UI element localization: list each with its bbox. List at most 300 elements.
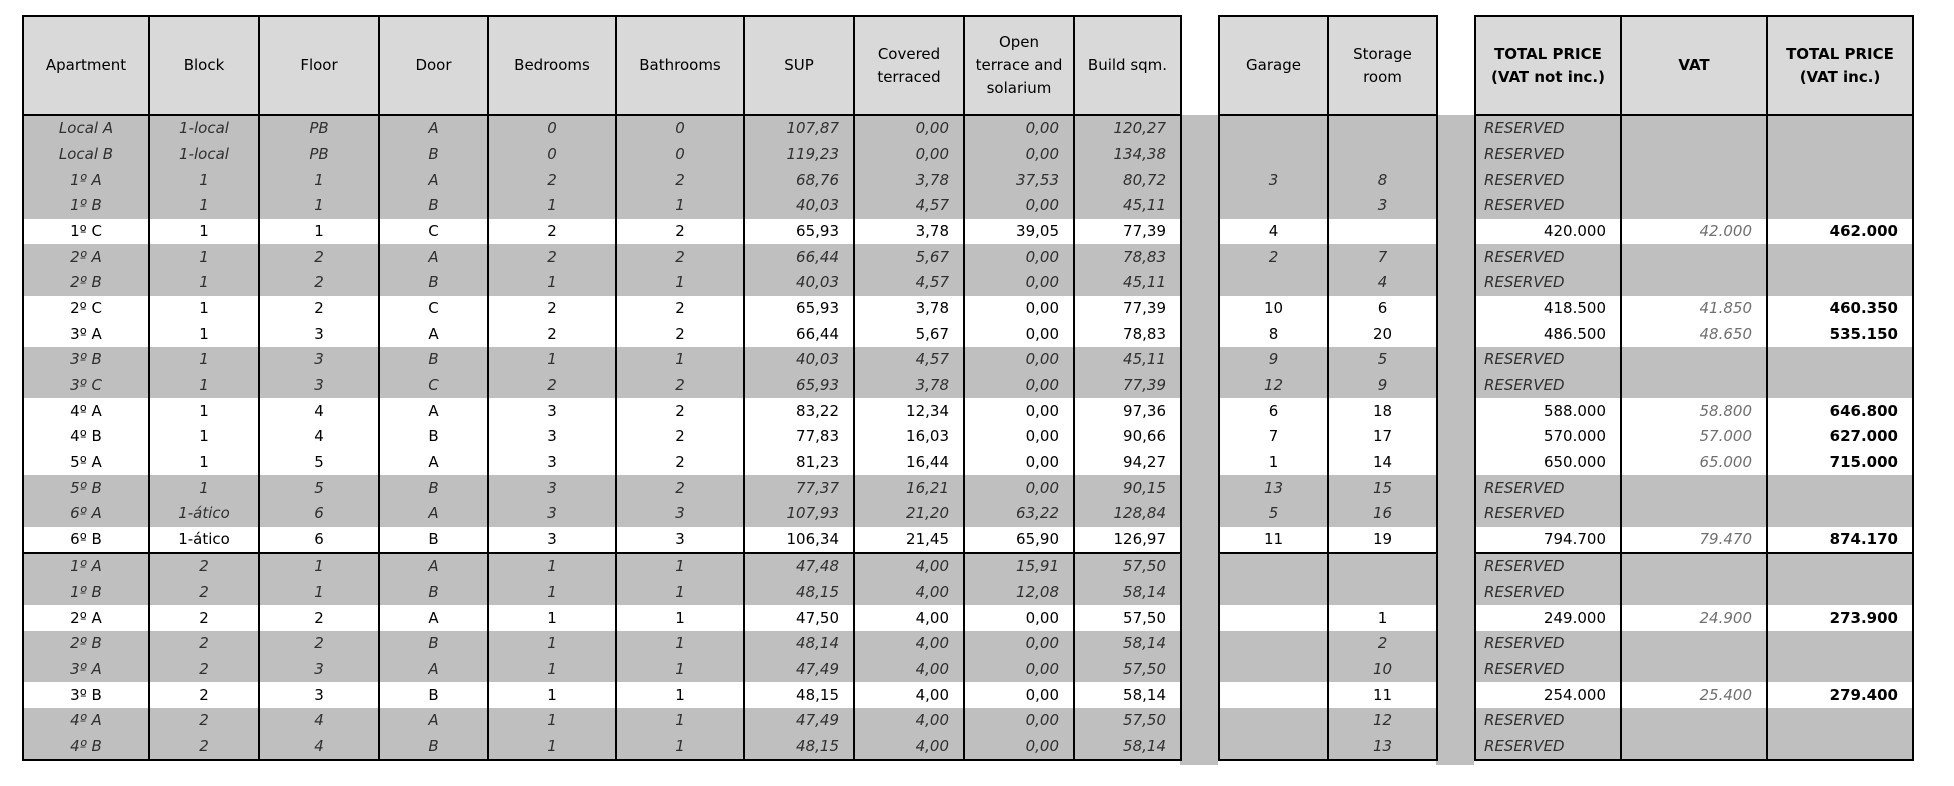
main-cell: Local A <box>23 115 149 142</box>
header-bedrooms: Bedrooms <box>488 16 616 115</box>
table-row <box>1219 373 1437 399</box>
main-cell: 0,00 <box>964 321 1074 347</box>
table-row <box>1475 244 1913 270</box>
main-cell: 1 <box>488 631 616 657</box>
table-row <box>1219 553 1437 580</box>
main-cell: 78,83 <box>1074 244 1181 270</box>
main-cell: 77,83 <box>744 424 854 450</box>
main-cell: 2 <box>259 244 379 270</box>
main-cell: 0,00 <box>964 244 1074 270</box>
prices-cell: RESERVED <box>1475 347 1621 373</box>
main-cell: 2 <box>149 734 259 761</box>
main-cell: 4,00 <box>854 631 964 657</box>
main-cell: 48,15 <box>744 734 854 761</box>
prices-cell <box>1621 347 1767 373</box>
prices-cell <box>1621 475 1767 501</box>
main-cell: 1 <box>259 219 379 245</box>
prices-cell: 462.000 <box>1767 219 1913 245</box>
table-row <box>23 193 1181 219</box>
extras-cell: 12 <box>1328 708 1437 734</box>
main-cell: 4 <box>259 398 379 424</box>
extras-cell: 8 <box>1328 167 1437 193</box>
main-cell: 48,15 <box>744 580 854 606</box>
prices-cell: 420.000 <box>1475 219 1621 245</box>
main-cell: B <box>379 347 488 373</box>
extras-cell: 5 <box>1328 347 1437 373</box>
table-row <box>1219 605 1437 631</box>
main-cell: 107,93 <box>744 501 854 527</box>
main-cell: 2 <box>616 424 744 450</box>
table-row <box>1475 501 1913 527</box>
main-cell: 3,78 <box>854 373 964 399</box>
main-cell: 4 <box>259 734 379 761</box>
main-cell: 3 <box>259 347 379 373</box>
table-row <box>1475 708 1913 734</box>
main-cell: 1 <box>149 475 259 501</box>
prices-cell: RESERVED <box>1475 631 1621 657</box>
main-cell: 1 <box>149 321 259 347</box>
table-row <box>23 219 1181 245</box>
main-cell: 1 <box>488 193 616 219</box>
main-cell: 1 <box>616 682 744 708</box>
prices-cell <box>1767 167 1913 193</box>
main-cell: 1 <box>149 398 259 424</box>
main-cell: 3 <box>488 501 616 527</box>
main-cell: 3,78 <box>854 219 964 245</box>
extras-cell: 18 <box>1328 398 1437 424</box>
main-cell: 1 <box>149 450 259 476</box>
header-total-price-vat-inc: TOTAL PRICE (VAT inc.) <box>1767 16 1913 115</box>
prices-cell <box>1767 501 1913 527</box>
main-cell: A <box>379 244 488 270</box>
table-row <box>1475 734 1913 761</box>
main-cell: 4 <box>259 708 379 734</box>
main-cell: 2º A <box>23 605 149 631</box>
extras-cell: 7 <box>1328 244 1437 270</box>
main-cell: A <box>379 501 488 527</box>
extras-cell: 14 <box>1328 450 1437 476</box>
header-vat: VAT <box>1621 16 1767 115</box>
extras-cell <box>1328 219 1437 245</box>
main-cell: 2 <box>488 373 616 399</box>
main-cell: 3,78 <box>854 296 964 322</box>
table-row <box>23 708 1181 734</box>
main-cell: 119,23 <box>744 142 854 168</box>
extras-cell: 20 <box>1328 321 1437 347</box>
main-cell: 16,21 <box>854 475 964 501</box>
main-cell: Local B <box>23 142 149 168</box>
table-row <box>23 373 1181 399</box>
prices-cell: RESERVED <box>1475 580 1621 606</box>
table-row <box>23 605 1181 631</box>
main-cell: A <box>379 708 488 734</box>
main-cell: 4º A <box>23 708 149 734</box>
extras-cell <box>1219 580 1328 606</box>
extras-cell: 1 <box>1328 605 1437 631</box>
table-row <box>1219 657 1437 683</box>
prices-cell: 65.000 <box>1621 450 1767 476</box>
main-cell: 1º A <box>23 167 149 193</box>
main-cell: B <box>379 142 488 168</box>
main-cell: 106,34 <box>744 527 854 554</box>
main-cell: 3º B <box>23 347 149 373</box>
main-cell: 1 <box>259 553 379 580</box>
main-cell: 2 <box>259 605 379 631</box>
main-cell: 3º B <box>23 682 149 708</box>
main-cell: A <box>379 553 488 580</box>
main-cell: 78,83 <box>1074 321 1181 347</box>
main-cell: 2 <box>616 219 744 245</box>
extras-cell: 6 <box>1219 398 1328 424</box>
main-cell: B <box>379 424 488 450</box>
main-cell: 0 <box>488 115 616 142</box>
extras-cell <box>1219 553 1328 580</box>
main-cell: 1º A <box>23 553 149 580</box>
prices-cell: RESERVED <box>1475 708 1621 734</box>
main-cell: 4,00 <box>854 657 964 683</box>
table-row <box>23 424 1181 450</box>
prices-cell <box>1621 657 1767 683</box>
extras-cell: 4 <box>1328 270 1437 296</box>
extras-cell <box>1219 142 1328 168</box>
prices-cell: 874.170 <box>1767 527 1913 554</box>
prices-cell <box>1767 347 1913 373</box>
main-cell: 0,00 <box>964 657 1074 683</box>
table-row <box>1475 682 1913 708</box>
main-cell: 3º A <box>23 321 149 347</box>
main-cell: 40,03 <box>744 270 854 296</box>
extras-cell <box>1219 193 1328 219</box>
prices-cell: 418.500 <box>1475 296 1621 322</box>
table-row <box>23 167 1181 193</box>
main-cell: 1 <box>616 270 744 296</box>
main-cell: 47,48 <box>744 553 854 580</box>
prices-cell: 249.000 <box>1475 605 1621 631</box>
extras-cell: 6 <box>1328 296 1437 322</box>
main-cell: 58,14 <box>1074 682 1181 708</box>
main-cell: 15,91 <box>964 553 1074 580</box>
extras-cell: 17 <box>1328 424 1437 450</box>
main-cell: 3 <box>488 424 616 450</box>
main-cell: 1 <box>616 708 744 734</box>
table-row <box>23 553 1181 580</box>
main-cell: 3 <box>488 450 616 476</box>
main-cell: 1 <box>488 682 616 708</box>
extras-cell: 13 <box>1219 475 1328 501</box>
extras-cell <box>1219 115 1328 142</box>
main-cell: 3º C <box>23 373 149 399</box>
main-cell: 57,50 <box>1074 605 1181 631</box>
main-cell: 4,00 <box>854 708 964 734</box>
main-cell: 6º B <box>23 527 149 554</box>
main-cell: 2 <box>616 398 744 424</box>
table-row <box>23 296 1181 322</box>
main-cell: 1 <box>488 347 616 373</box>
main-cell: 77,39 <box>1074 373 1181 399</box>
main-cell: B <box>379 193 488 219</box>
main-cell: 6 <box>259 501 379 527</box>
prices-cell <box>1621 373 1767 399</box>
main-cell: 0,00 <box>964 475 1074 501</box>
table-row <box>1475 398 1913 424</box>
main-cell: 2 <box>616 450 744 476</box>
prices-cell: RESERVED <box>1475 734 1621 761</box>
main-cell: 0,00 <box>964 193 1074 219</box>
header-storage-room: Storage room <box>1328 16 1437 115</box>
extras-cell <box>1328 142 1437 168</box>
header-sup: SUP <box>744 16 854 115</box>
main-cell: 47,49 <box>744 657 854 683</box>
prices-cell <box>1767 142 1913 168</box>
main-cell: 1 <box>149 244 259 270</box>
extras-cell <box>1328 115 1437 142</box>
main-cell: C <box>379 219 488 245</box>
main-cell: 1 <box>488 708 616 734</box>
main-cell: 1 <box>149 219 259 245</box>
price-table <box>1474 15 1914 761</box>
table-row <box>1219 193 1437 219</box>
main-cell: 5º B <box>23 475 149 501</box>
extras-cell: 8 <box>1219 321 1328 347</box>
table-row <box>23 450 1181 476</box>
main-cell: A <box>379 450 488 476</box>
table-row <box>1475 115 1913 142</box>
table-row <box>23 347 1181 373</box>
main-cell: 120,27 <box>1074 115 1181 142</box>
main-cell: 40,03 <box>744 193 854 219</box>
prices-cell <box>1767 657 1913 683</box>
prices-cell <box>1767 193 1913 219</box>
table-row <box>23 244 1181 270</box>
prices-cell <box>1767 115 1913 142</box>
table-row <box>23 142 1181 168</box>
header-door: Door <box>379 16 488 115</box>
table-row <box>23 270 1181 296</box>
main-cell: 1 <box>149 373 259 399</box>
header-floor: Floor <box>259 16 379 115</box>
main-cell: 1 <box>149 270 259 296</box>
main-cell: 3 <box>488 398 616 424</box>
main-cell: 1-local <box>149 142 259 168</box>
prices-cell: 715.000 <box>1767 450 1913 476</box>
main-cell: 4 <box>259 424 379 450</box>
table-row <box>23 657 1181 683</box>
main-cell: 2º C <box>23 296 149 322</box>
main-cell: 1 <box>259 580 379 606</box>
main-cell: 57,50 <box>1074 553 1181 580</box>
main-cell: 58,14 <box>1074 631 1181 657</box>
table-row <box>1219 734 1437 761</box>
main-cell: 1 <box>488 580 616 606</box>
main-cell: 3 <box>488 475 616 501</box>
header-garage: Garage <box>1219 16 1328 115</box>
prices-cell: 58.800 <box>1621 398 1767 424</box>
main-cell: 3 <box>616 527 744 554</box>
extras-cell: 3 <box>1219 167 1328 193</box>
main-cell: 0 <box>616 142 744 168</box>
main-cell: A <box>379 398 488 424</box>
main-cell: 128,84 <box>1074 501 1181 527</box>
main-cell: 4º B <box>23 424 149 450</box>
apartment-table <box>22 15 1182 761</box>
main-cell: 0,00 <box>964 373 1074 399</box>
main-cell: 3 <box>259 373 379 399</box>
prices-cell: RESERVED <box>1475 244 1621 270</box>
extras-cell <box>1219 657 1328 683</box>
garage-storage-table <box>1218 15 1438 761</box>
main-cell: 3º A <box>23 657 149 683</box>
main-cell: 2 <box>149 580 259 606</box>
main-cell: 0,00 <box>964 142 1074 168</box>
table-row <box>1219 475 1437 501</box>
table-row <box>1219 347 1437 373</box>
table-row <box>1475 321 1913 347</box>
main-cell: 77,37 <box>744 475 854 501</box>
gap-shading-left <box>1180 115 1218 765</box>
main-cell: 126,97 <box>1074 527 1181 554</box>
main-cell: 2 <box>616 296 744 322</box>
main-cell: 2 <box>149 708 259 734</box>
table-row <box>1475 424 1913 450</box>
main-cell: 2 <box>259 631 379 657</box>
main-cell: 2 <box>488 167 616 193</box>
main-cell: 65,93 <box>744 373 854 399</box>
main-cell: 2º B <box>23 631 149 657</box>
main-cell: 3,78 <box>854 167 964 193</box>
main-cell: 1-local <box>149 115 259 142</box>
extras-cell: 4 <box>1219 219 1328 245</box>
table-row <box>1475 347 1913 373</box>
main-cell: 1 <box>259 167 379 193</box>
main-cell: 1 <box>149 424 259 450</box>
main-cell: 2 <box>488 321 616 347</box>
main-cell: 1º C <box>23 219 149 245</box>
main-cell: 40,03 <box>744 347 854 373</box>
prices-cell: RESERVED <box>1475 115 1621 142</box>
main-cell: 2 <box>488 244 616 270</box>
table-row <box>1475 270 1913 296</box>
main-cell: A <box>379 657 488 683</box>
main-cell: 12,08 <box>964 580 1074 606</box>
prices-cell: 646.800 <box>1767 398 1913 424</box>
main-cell: A <box>379 115 488 142</box>
main-cell: 0,00 <box>964 398 1074 424</box>
main-cell: 2 <box>149 631 259 657</box>
main-cell: 2 <box>616 475 744 501</box>
main-cell: 65,93 <box>744 296 854 322</box>
main-cell: 134,38 <box>1074 142 1181 168</box>
main-cell: 68,76 <box>744 167 854 193</box>
main-cell: 1 <box>488 734 616 761</box>
main-cell: 63,22 <box>964 501 1074 527</box>
main-cell: C <box>379 373 488 399</box>
table-row <box>1219 631 1437 657</box>
table-row <box>23 475 1181 501</box>
extras-cell: 1 <box>1219 450 1328 476</box>
main-cell: 1 <box>616 734 744 761</box>
main-cell: 0,00 <box>964 347 1074 373</box>
main-cell: 0,00 <box>854 115 964 142</box>
prices-cell <box>1767 270 1913 296</box>
table-row <box>1475 450 1913 476</box>
table-row <box>23 115 1181 142</box>
main-cell: 2 <box>149 605 259 631</box>
prices-cell: 24.900 <box>1621 605 1767 631</box>
prices-cell: RESERVED <box>1475 657 1621 683</box>
header-open-terrace-and-solarium: Open terrace and solarium <box>964 16 1074 115</box>
main-cell: 3 <box>259 321 379 347</box>
main-cell: 4,00 <box>854 682 964 708</box>
prices-cell <box>1767 708 1913 734</box>
prices-cell: RESERVED <box>1475 553 1621 580</box>
main-cell: 77,39 <box>1074 296 1181 322</box>
main-cell: 0 <box>488 142 616 168</box>
main-cell: A <box>379 167 488 193</box>
table-row <box>1475 580 1913 606</box>
main-cell: PB <box>259 142 379 168</box>
prices-cell <box>1621 142 1767 168</box>
prices-cell <box>1767 475 1913 501</box>
prices-cell <box>1767 244 1913 270</box>
main-cell: C <box>379 296 488 322</box>
main-cell: 2 <box>259 296 379 322</box>
main-cell: 16,44 <box>854 450 964 476</box>
main-cell: 1 <box>149 193 259 219</box>
main-cell: 0,00 <box>964 450 1074 476</box>
extras-cell: 5 <box>1219 501 1328 527</box>
main-cell: 4,00 <box>854 553 964 580</box>
prices-cell <box>1767 580 1913 606</box>
table-row <box>1475 142 1913 168</box>
table-row <box>1475 605 1913 631</box>
prices-cell <box>1621 244 1767 270</box>
main-cell: 2 <box>616 167 744 193</box>
main-cell: 4,57 <box>854 347 964 373</box>
extras-cell: 11 <box>1219 527 1328 554</box>
prices-cell: 650.000 <box>1475 450 1621 476</box>
table-row <box>1219 219 1437 245</box>
table-row <box>1219 682 1437 708</box>
prices-cell: 627.000 <box>1767 424 1913 450</box>
prices-cell: RESERVED <box>1475 193 1621 219</box>
prices-cell: RESERVED <box>1475 270 1621 296</box>
main-cell: 4,57 <box>854 270 964 296</box>
prices-cell <box>1621 553 1767 580</box>
prices-cell: RESERVED <box>1475 475 1621 501</box>
table-row <box>23 398 1181 424</box>
main-cell: 37,53 <box>964 167 1074 193</box>
table-row <box>1475 167 1913 193</box>
extras-cell: 15 <box>1328 475 1437 501</box>
table-row <box>23 527 1181 554</box>
main-cell: 1 <box>616 605 744 631</box>
table-row <box>1475 657 1913 683</box>
main-cell: 2 <box>149 682 259 708</box>
main-cell: 2º B <box>23 270 149 296</box>
main-cell: 0,00 <box>964 708 1074 734</box>
main-cell: 5º A <box>23 450 149 476</box>
table-row <box>1219 115 1437 142</box>
table-row <box>1219 580 1437 606</box>
main-cell: 2 <box>149 553 259 580</box>
prices-cell <box>1621 708 1767 734</box>
main-cell: 2 <box>616 321 744 347</box>
main-cell: 2 <box>488 219 616 245</box>
table-row <box>1219 321 1437 347</box>
main-cell: PB <box>259 115 379 142</box>
table-row <box>1219 398 1437 424</box>
main-cell: 21,20 <box>854 501 964 527</box>
